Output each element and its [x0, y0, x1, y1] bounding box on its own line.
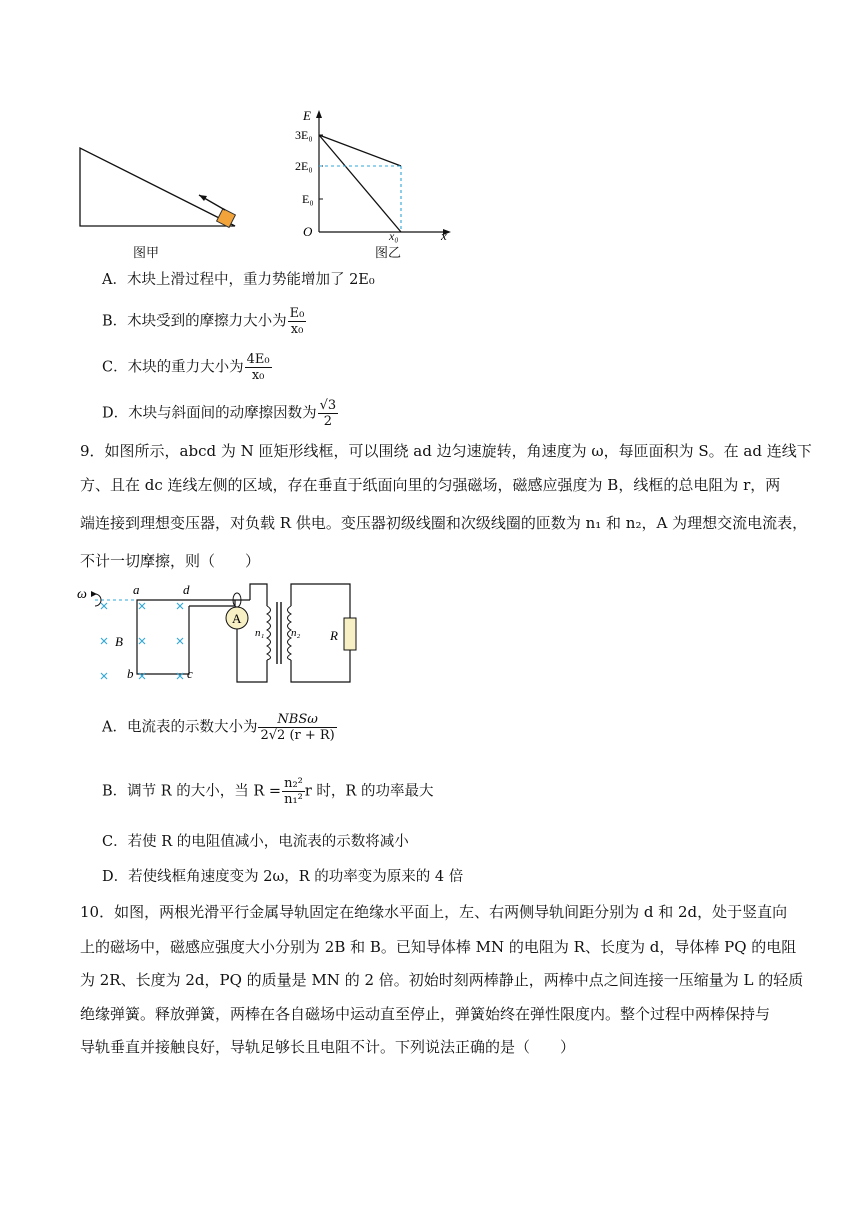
- ammeter-label: A: [232, 611, 242, 626]
- label-b: b: [127, 666, 134, 681]
- q9-stem-line-2: 方、且在 dc 连线左侧的区域，存在垂直于纸面向里的匀强磁场，磁感应强度为 B，线框的总电阻为 r，两: [80, 476, 781, 494]
- q10-stem-line-2: 上的磁场中，磁感应强度大小分别为 2B 和 B。已知导体棒 MN 的电阻为 R、长度为 d，导体棒 PQ 的电阻: [80, 938, 797, 956]
- q8-option-c: C．木块的重力大小为 $\frac{\text{4E₀}}{\text{x₀}}$: [102, 352, 270, 383]
- q10-stem-line-3: 为 2R、长度为 2d，PQ 的质量是 MN 的 2 倍。初始时刻两棒静止，两棒中点之间连接一压缩量为 L 的轻质: [80, 971, 804, 989]
- label-R: R: [330, 628, 338, 643]
- q10-stem-line-5: 导轨垂直并接触良好，导轨足够长且电阻不计。下列说法正确的是（ ）: [80, 1038, 576, 1056]
- y-tick-e0: E₀: [302, 192, 314, 206]
- y-axis-label: E: [303, 108, 311, 123]
- q9-option-d: D．若使线框角速度变为 2ω，R 的功率变为原来的 4 倍: [102, 869, 464, 885]
- q9-option-c: C．若使 R 的电阻值减小，电流表的示数将减小: [102, 834, 409, 850]
- coil-frame: [137, 600, 189, 674]
- q10-stem-line-1: 10．如图，两根光滑平行金属导轨固定在绝缘水平面上，左、右两侧导轨间距分别为 d 和 2d，处于竖直向: [80, 903, 788, 921]
- label-n2: n₂: [291, 627, 301, 639]
- q9-stem-line-3: 端连接到理想变压器，对负载 R 供电。变压器初级线圈和次级线圈的匝数为 n₁ 和 n₂，A 为理想交流电流表，: [80, 514, 808, 532]
- fig-yi-caption: 图乙: [375, 246, 402, 261]
- figure-yi: [295, 104, 460, 244]
- fig-jia-caption: 图甲: [133, 246, 160, 261]
- q9-stem-line-1: 9．如图所示，abcd 为 N 匝矩形线框，可以围绕 ad 边匀速旋转，角速度为 ω，每匝面积为 S。在 ad 连线下: [80, 442, 812, 460]
- incline-triangle: [80, 148, 235, 226]
- label-d: d: [183, 582, 190, 597]
- q8-option-b: B．木块受到的摩擦力大小为 $\frac{\text{E₀}}{\text{x₀}}$: [102, 306, 305, 337]
- x-tick-x0: x₀: [389, 229, 399, 243]
- q8-option-a: A．木块上滑过程中，重力势能增加了 2E₀: [102, 272, 375, 288]
- q10-stem-line-4: 绝缘弹簧。释放弹簧，两棒在各自磁场中运动直至停止，弹簧始终在弹性限度内。整个过程中两棒保持与: [80, 1005, 771, 1023]
- resistor-R: [344, 618, 356, 650]
- label-n1: n₁: [255, 627, 265, 639]
- omega-label: ω: [77, 587, 87, 602]
- label-a: a: [133, 582, 140, 597]
- line-lower: [319, 135, 401, 232]
- primary-coil: [267, 606, 271, 660]
- label-c: c: [187, 666, 193, 681]
- figure-jia: [75, 140, 245, 235]
- q9-option-a: A．电流表的示数大小为 $\frac{\text{NBSω}}{2√2 (r + R)}$: [102, 712, 335, 743]
- field-crosses: [101, 603, 183, 679]
- x-axis-label: x: [441, 228, 447, 243]
- y-tick-3e0: 3E₀: [295, 128, 313, 142]
- q9-stem-line-4: 不计一切摩擦，则（ ）: [80, 552, 261, 570]
- figure-q9-circuit: [75, 578, 365, 690]
- origin-label: O: [303, 224, 313, 239]
- y-tick-2e0: 2E₀: [295, 159, 313, 173]
- label-B: B: [115, 634, 123, 649]
- q8-option-d: D．木块与斜面间的动摩擦因数为 $\frac{√3}{2}$: [102, 398, 337, 429]
- q9-option-b: B．调节 R 的大小，当 R = $\frac{\text{n₂²}}{\text{n₁²}}$ r 时，R 的功率最大: [102, 776, 434, 807]
- arrow-head: [199, 195, 207, 201]
